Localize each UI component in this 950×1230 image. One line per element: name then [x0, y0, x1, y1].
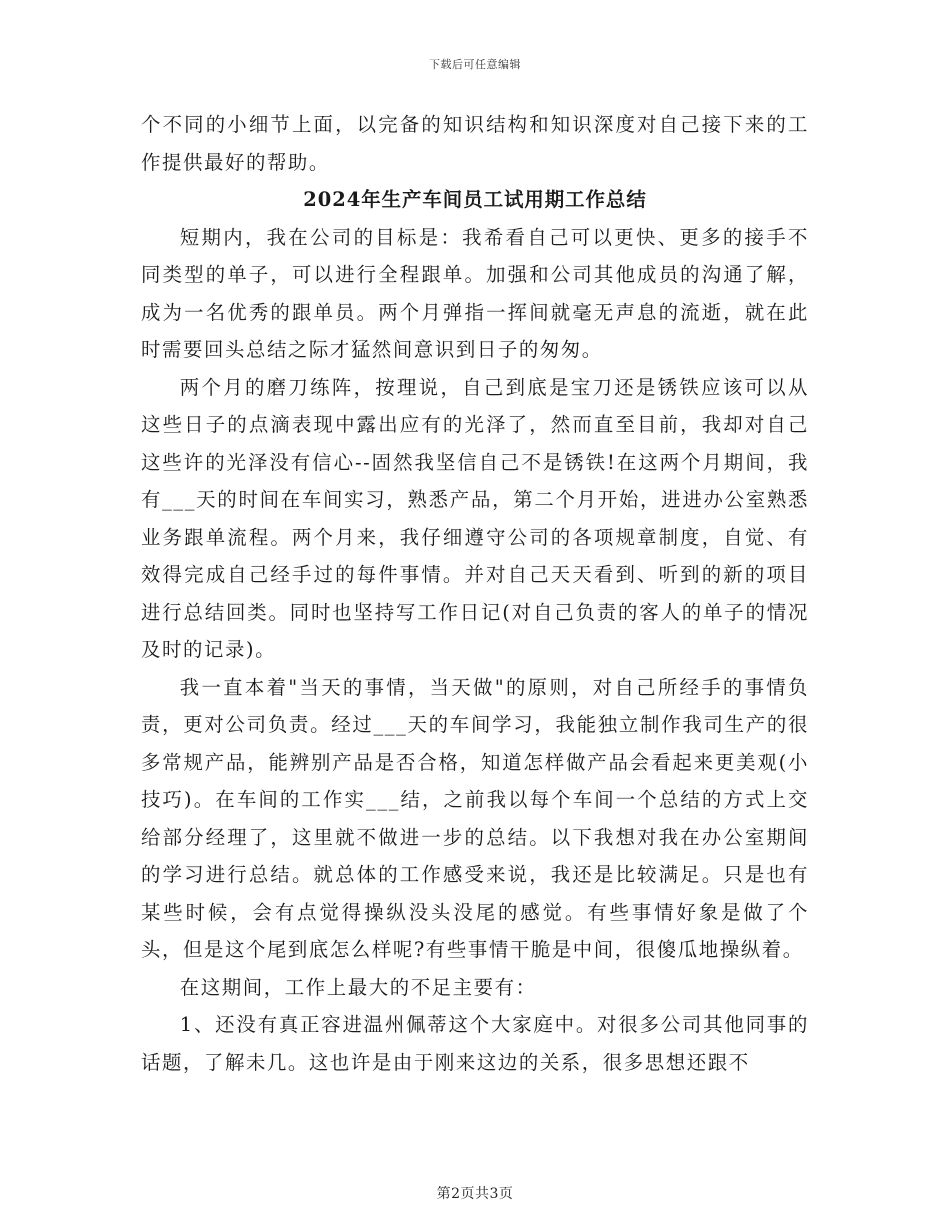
body-paragraph: 我一直本着"当天的事情，当天做"的原则，对自己所经手的事情负责，更对公司负责。经过___天的车间学习，我能独立制作我司生产的很多常规产品，能辨别产品是否合格，知道怎样做产品会看起来更美观(小技巧)。在车间的工作实___结，之前我以每个车间一个总结的方式上交给部分经理了，这里就不做进一步的总结。以下我想对我在办公室期间的学习进行总结。就总体的工作感受来说，我还是比较满足。只是也有某些时候，会有点觉得操纵没头没尾的感觉。有些事情好象是做了个头，但是这个尾到底怎么样呢?有些事情干脆是中间，很傻瓜地操纵着。: [141, 675, 809, 961]
body-paragraph: 在这期间，工作上最大的不足主要有：: [179, 975, 537, 999]
continued-paragraph: 个不同的小细节上面，以完备的知识结构和知识深度对自己接下来的工作提供最好的帮助。: [141, 113, 809, 174]
page-number: 第2页共3页: [436, 1186, 514, 1202]
document-title: 2024年生产车间员工试用期工作总结: [303, 188, 647, 211]
body-paragraph: 两个月的磨刀练阵，按理说，自己到底是宝刀还是锈铁应该可以从这些日子的点滴表现中露出应有的光泽了，然而直至目前，我却对自己这些许的光泽没有信心--固然我坚信自己不是锈铁!在这两个月期间，我有___天的时间在车间实习，熟悉产品，第二个月开始，进进办公室熟悉业务跟单流程。两个月来，我仔细遵守公司的各项规章制度，自觉、有效得完成自己经手过的每件事情。并对自己天天看到、听到的新的项目进行总结回类。同时也坚持写工作日记(对自己负责的客人的单子的情况及时的记录)。: [141, 375, 809, 661]
document-body: [141, 106, 809, 1081]
body-paragraph: 1、还没有真正容进温州佩蒂这个大家庭中。对很多公司其他同事的话题，了解未几。这也许是由于刚来这边的关系，很多思想还跟不: [141, 1013, 809, 1074]
body-paragraph: 短期内，我在公司的目标是：我希看自己可以更快、更多的接手不同类型的单子，可以进行全程跟单。加强和公司其他成员的沟通了解，成为一名优秀的跟单员。两个月弹指一挥间就毫无声息的流逝，就在此时需要回头总结之际才猛然间意识到日子的匆匆。: [141, 225, 809, 361]
page-header-note: 下载后可任意编辑: [429, 58, 521, 71]
